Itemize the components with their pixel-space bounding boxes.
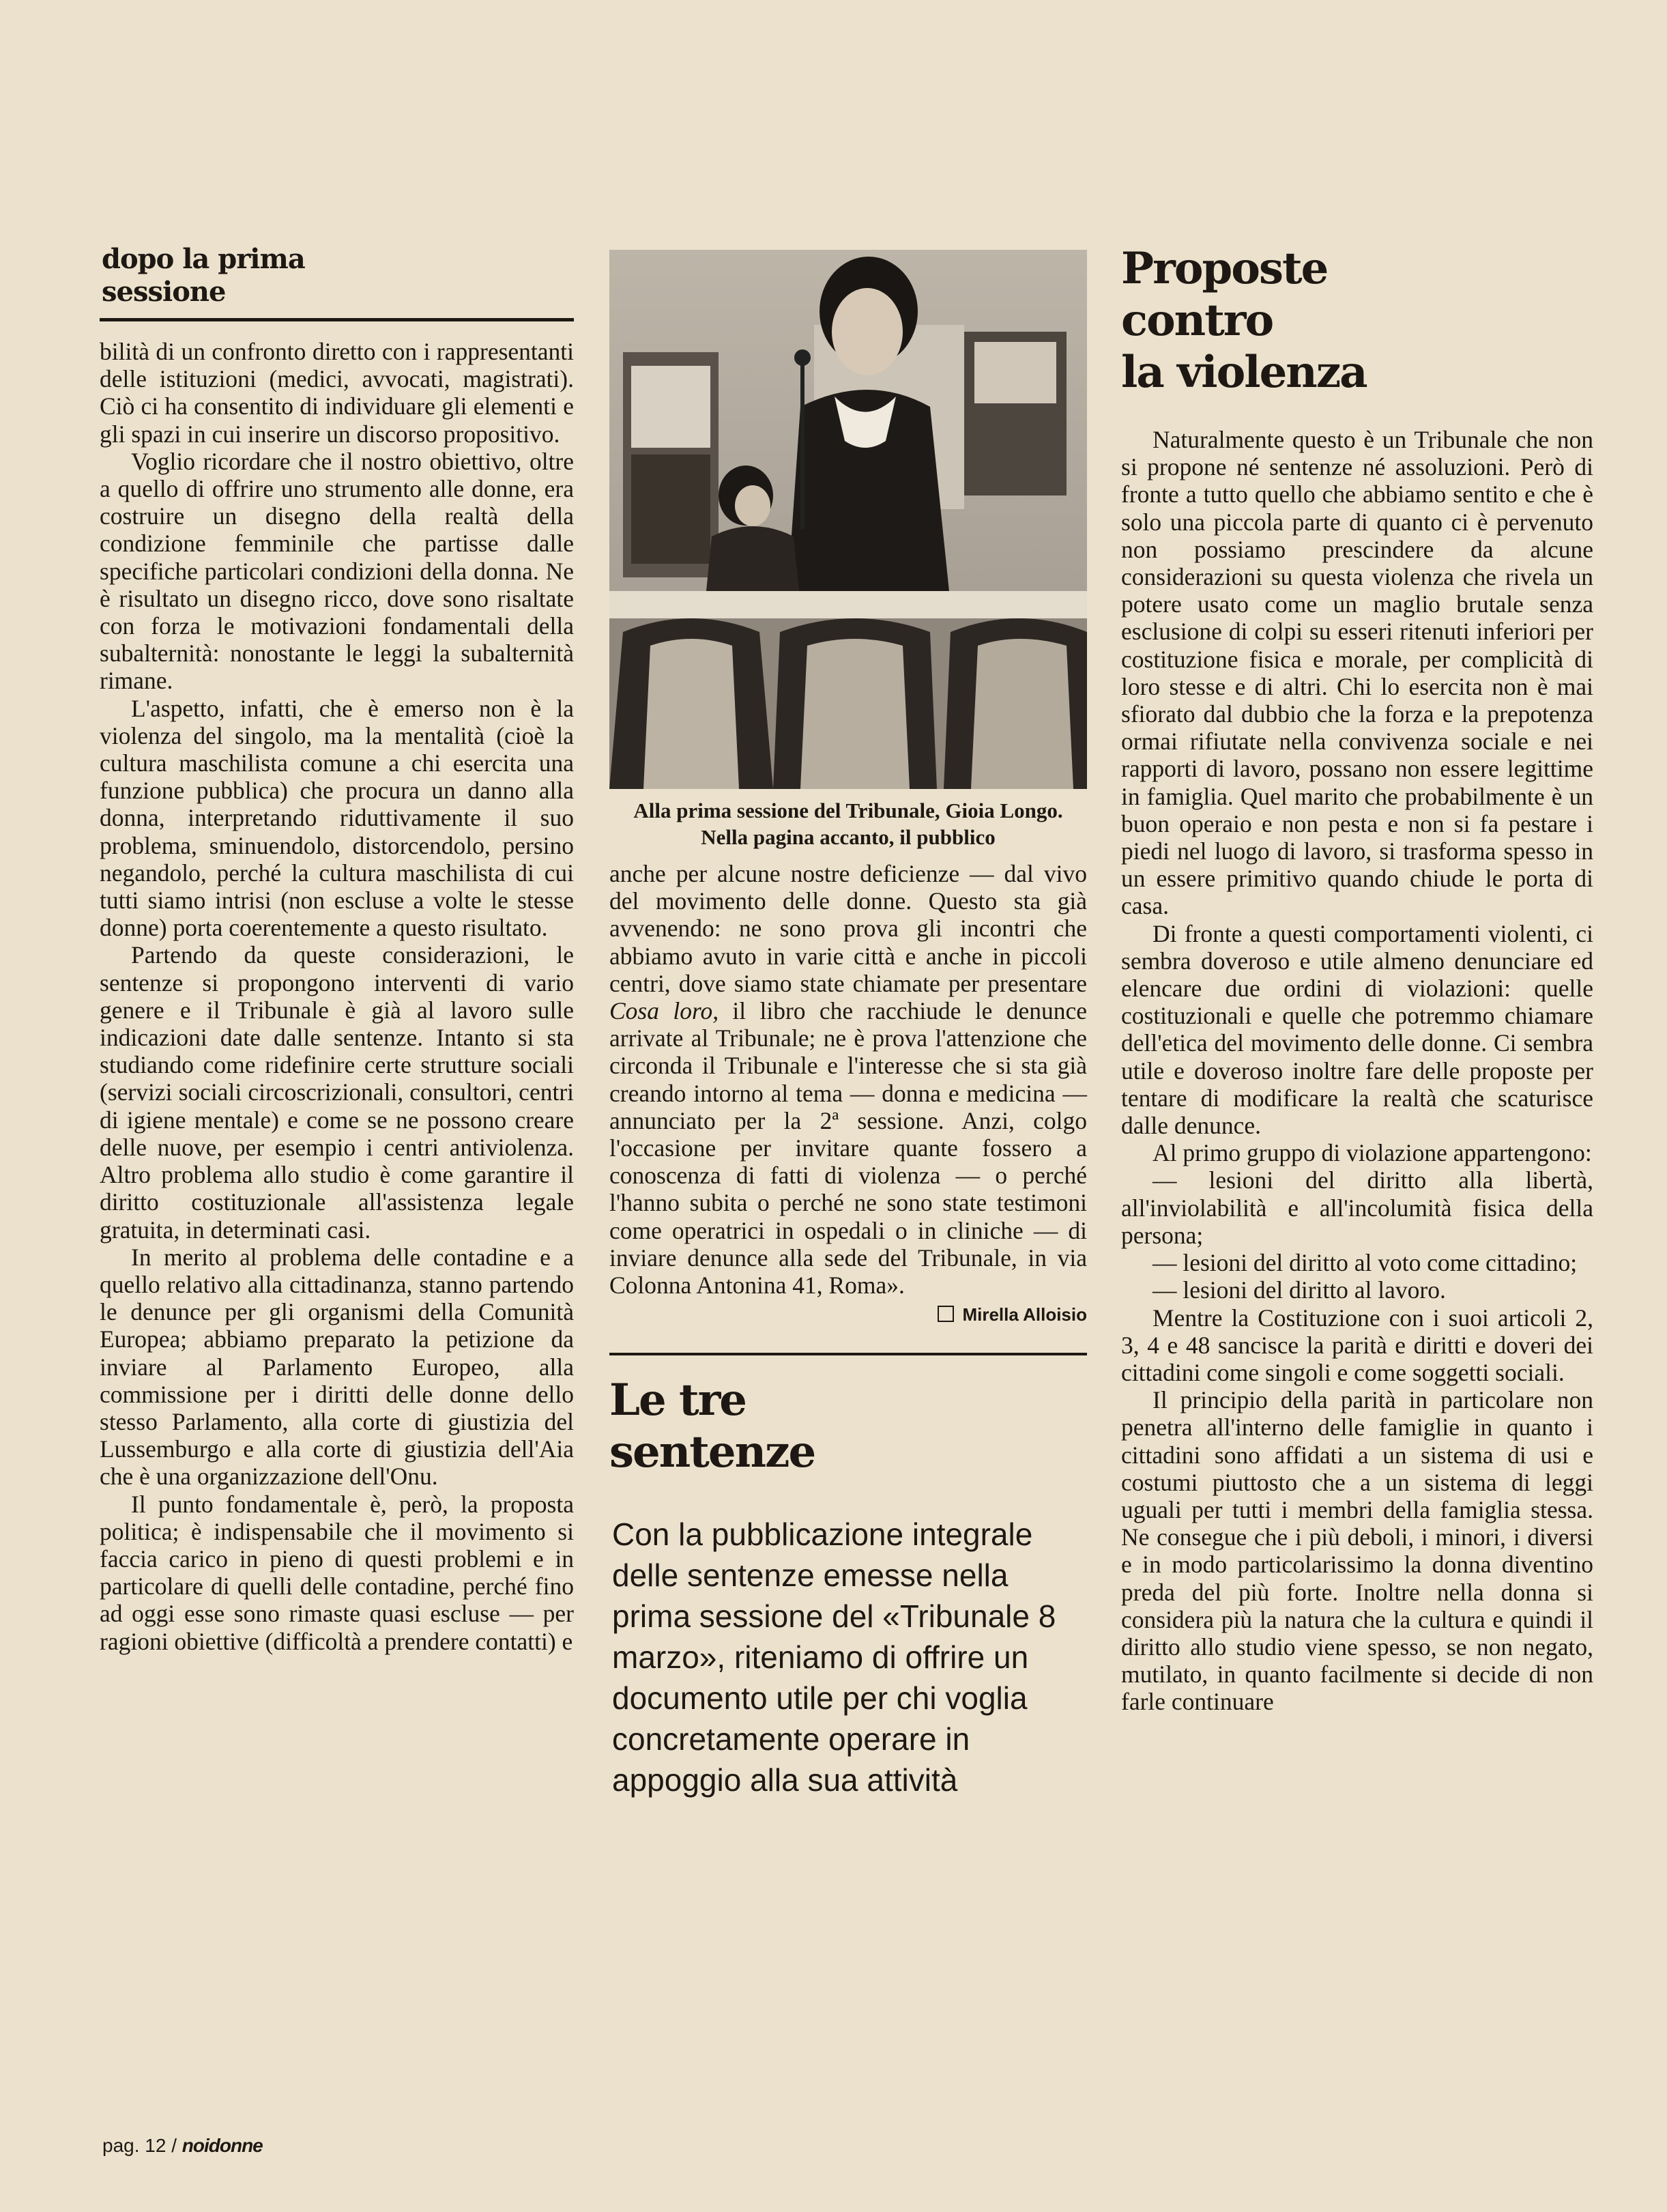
kicker-line-2: sessione: [102, 276, 226, 308]
kicker-line-1: dopo la prima: [102, 243, 305, 275]
column-middle: [609, 250, 1087, 1800]
paragraph: Mentre la Costituzione con i suoi articoli 2, 3, 4 e 48 sancisce la parità e diritti e doveri dei cittadini come singoli e come soggetti sociali.: [1121, 1304, 1593, 1386]
page-footer: [102, 2135, 263, 2157]
list-item: — lesioni del diritto al lavoro.: [1153, 1276, 1446, 1304]
paragraph: Al primo gruppo di violazione appartengono:: [1153, 1139, 1592, 1167]
kicker: [102, 243, 574, 308]
column-left: [100, 243, 574, 1655]
photo-image: [609, 250, 1087, 789]
paragraph: L'aspetto, infatti, che è emerso non è la violenza del singolo, ma la mentalità (cioè la cultura maschilista comune a chi esercita una funzione pubblica) che procura un danno alla donna, interpretando riduttivamente il suo problema, sminuendolo, distorcendolo, persino negandolo, perché la cultura maschilista di cui tutti siamo intrisi (non escluse a volte le stesse donne) porta coerentemente a questo risultato.: [100, 694, 574, 942]
paragraph: bilità di un confronto diretto con i rappresentanti delle istituzioni (medici, avvocati, magistrati). Ciò ci ha consentito di individuare gli elementi e gli spazi in cui inserire un discorso propositivo.: [100, 338, 574, 448]
paragraph: Naturalmente questo è un Tribunale che non si propone né sentenze né assoluzioni. Però di fronte a tutto quello che abbiamo sentito e che è solo una piccola parte di quanto ci è pervenuto non possiamo prescindere da alcune considerazioni su questa violenza che rivela un potere usato come un maglio brutale senza esclusione di colpi su esseri ritenuti inferiori per costituzione fisica e morale, per complicità di loro stesse e di altri. Chi lo esercita non è mai sfiorato dal dubbio che la forza e la prepotenza ormai rifiutate nella convivenza sociale e nei rapporti di lavoro, possano non essere legittime in famiglia. Quel marito che probabilmente è un buon operaio e non pesta e non si fa pestare i piedi nel luogo di lavoro, si trasforma spesso in un essere primitivo quando chiude le porta di casa.: [1121, 426, 1593, 920]
paragraph: Il principio della parità in particolare non penetra all'interno delle famiglie in quanto i cittadini sono affidati a un sistema di usi e costumi piuttosto che a un sistema di leggi uguali per tutti i membri della famiglia stessa. Ne consegue che i più deboli, i minori, i diversi e in modo particolarissimo la donna diventino preda del più forte. Inoltre nella donna si considera più la natura che la cultura e quindi il diritto allo studio viene spesso, se non negato, mutilato, in quanto facilmente si decide di non farle continuare: [1121, 1386, 1593, 1716]
text-run: anche per alcune nostre deficienze — dal vivo del movimento delle donne. Questo sta già avvenendo: ne sono prova gli incontri che abbiamo avuto in varie città e anche in piccoli centri, dove siamo state chiamate per presentare: [609, 860, 1087, 997]
divider: [100, 318, 574, 321]
headline-sentenze: [609, 1375, 1087, 1478]
magazine-logo: noidonne: [182, 2135, 263, 2156]
paragraph: Partendo da queste considerazioni, le sentenze si propongono interventi di vario genere e il Tribunale è già al lavoro sulle indicazioni date dalle sentenze. Intanto si sta studiando come ridefinire certe strutture sociali (servizi sociali circoscrizionali, consultori, centri di igiene mentale) e come se ne possono creare delle nuove, per esempio i centri antiviolenza. Altro problema allo studio è come garantire il diritto costituzionale all'assistenza legale gratuita, in determinati casi.: [100, 941, 574, 1244]
text-run: il libro che racchiude le denunce arrivate al Tribunale; ne è prova l'attenzione che circonda il Tribunale e l'interesse che si sta già creando intorno al tema — donna e medicina — annunciato per la 2ª sessione. Anzi, colgo l'occasione per invitare quante fossero a conoscenza di fatti di violenza — o perché l'hanno subita o perché ne sono state testimoni come operatrici in ospedali o in cliniche — di inviare denunce alla sede del Tribunale, in via Colonna Antonina 41, Roma».: [609, 997, 1088, 1299]
photo-speaker: [609, 250, 1087, 789]
signature-name: Mirella Alloisio: [962, 1304, 1087, 1325]
paragraph: Il punto fondamentale è, però, la proposta politica; è indispensabile che il movimento si faccia carico in pieno di questi problemi e in particolare di quelli delle contadine, perché fino ad oggi esse sono rimaste quasi escluse — per ragioni obiettive (difficoltà a prendere contatti) e: [100, 1490, 574, 1655]
paragraph: Di fronte a questi comportamenti violenti, ci sembra doveroso e utile almeno denunciare ed elencare due ordini di violazioni: quelle costituzionali e quelle che potremmo chiamare dell'etica del movimento delle donne. Ci sembra utile e doveroso inoltre fare delle proposte per tentare di modificare la realtà che scaturisce dalle denunce.: [1121, 919, 1593, 1140]
headline-proposte: [1121, 243, 1593, 399]
divider: [609, 1353, 1087, 1355]
headline-line-1: Le tre: [609, 1375, 746, 1426]
page-number: pag. 12 /: [102, 2135, 177, 2156]
headline-line-1: Proposte: [1121, 243, 1328, 294]
paragraph: Voglio ricordare che il nostro obiettivo, oltre a quello di offrire uno strumento alle donne, era costruire un disegno della realtà della condizione femminile che partisse dalle specifiche particolari condizioni della donna. Ne è risultato un disegno ricco, dove sono risaltate con forza le motivazioni fondamentali della subalternità: nonostante le leggi la subalternità rimane.: [100, 447, 574, 695]
headline-line-3: la violenza: [1121, 347, 1367, 398]
paragraph: [609, 860, 1087, 1299]
headline-line-2: contro: [1121, 295, 1273, 346]
column-right: [1121, 243, 1593, 1716]
article-body-right: [1121, 426, 1593, 1716]
lede: Con la pubblicazione integrale delle sentenze emesse nella prima sessione del «Tribunale 8 marzo», riteniamo di offrire un documento utile per chi voglia concretamente operare in appoggio alla sua attività: [612, 1517, 1056, 1798]
end-mark-icon: [938, 1306, 954, 1322]
list-item: — lesioni del diritto alla libertà, all'inviolabilità e all'incolumità fisica della persona;: [1121, 1166, 1593, 1249]
article-body-left: [100, 338, 574, 1655]
article-body-middle: [609, 860, 1087, 1299]
headline-line-2: sentenze: [609, 1426, 815, 1478]
signature: [609, 1304, 1087, 1325]
photo-caption: Alla prima sessione del Tribunale, Gioia Longo. Nella pagina accanto, il pubblico: [633, 799, 1063, 849]
list-item: — lesioni del diritto al voto come cittadino;: [1153, 1249, 1578, 1277]
book-title: Cosa loro,: [609, 997, 719, 1025]
paragraph: In merito al problema delle contadine e a quello relativo alla cittadinanza, stanno partendo le denunce per gli organismi della Comunità Europea; abbiamo preparato la petizione da inviare al Parlamento Europeo, alla commissione per i diritti delle donne dello stesso Parlamento, alla corte di giustizia del Lussemburgo e alla corte di giustizia dell'Aia che è una organizzazione dell'Onu.: [100, 1243, 574, 1491]
